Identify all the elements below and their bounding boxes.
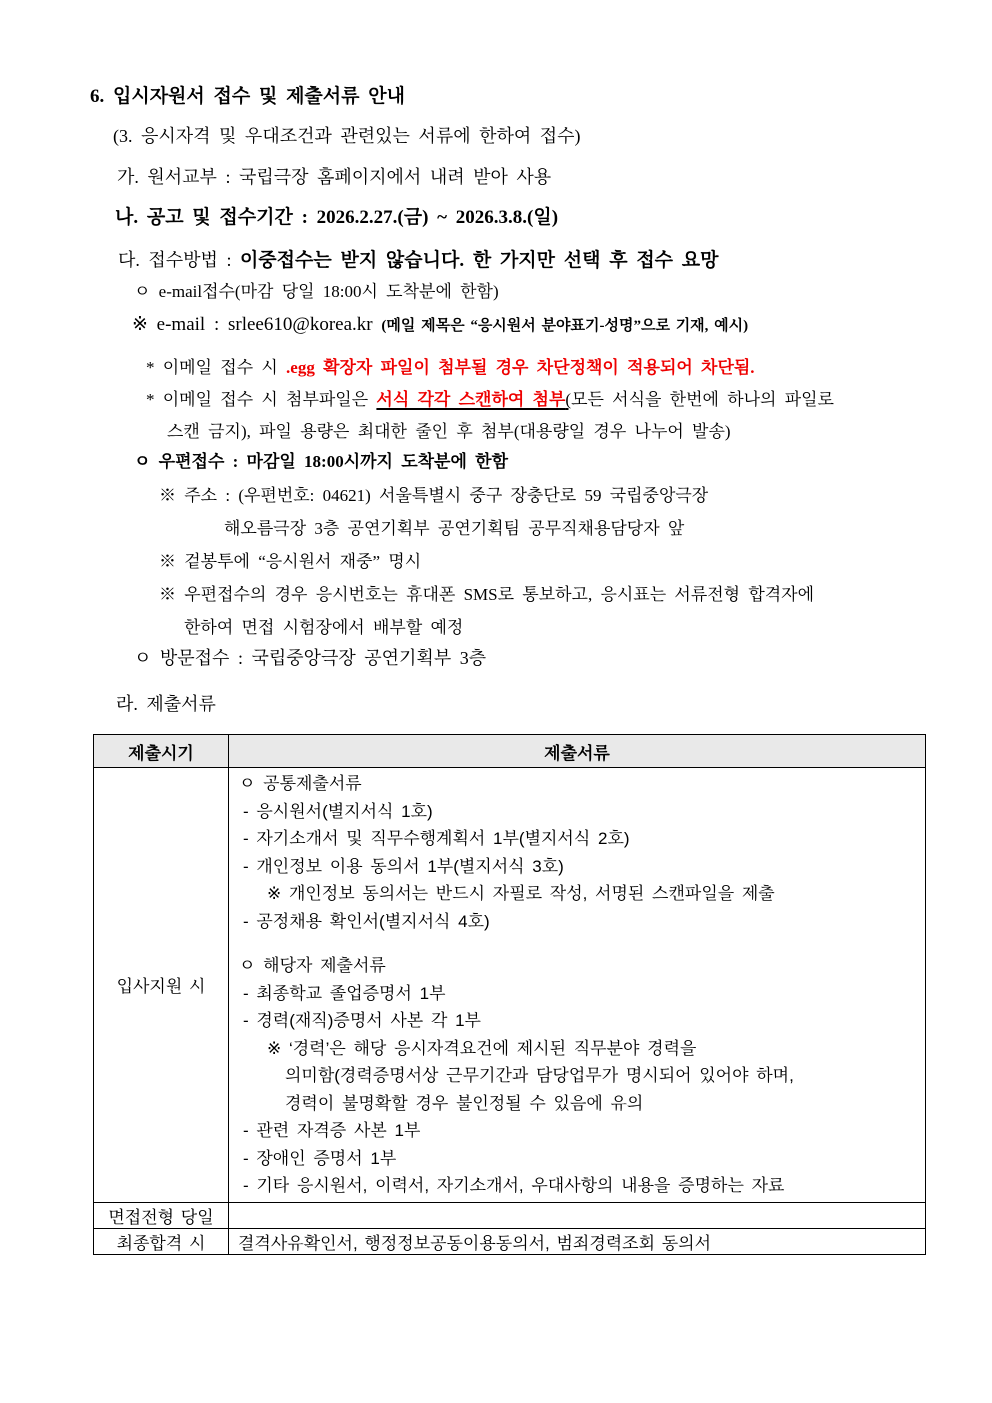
header-cell-docs: 제출서류 — [229, 735, 926, 768]
email-egg-warning-line — [146, 357, 755, 378]
item-da-emphasis: 이중접수는 받지 않습니다. 한 가지만 선택 후 접수 요망 — [239, 250, 719, 271]
doc-line: 의미함(경력증명서상 근무기간과 담당업무가 명시되어 있어야 하며, — [285, 1066, 794, 1085]
doc-line: - 자기소개서 및 직무수행계획서 1부(별지서식 2호) — [243, 829, 630, 848]
email-attachment-rest: 모든 서식을 한번에 하나의 파일로 — [571, 390, 834, 409]
doc-line: - 경력(재직)증명서 사본 각 1부 — [243, 1011, 481, 1030]
doc-line: ※ ‘경력’은 해당 응시자격요건에 제시된 직무분야 경력을 — [267, 1038, 697, 1058]
postal-receive-line: ㅇ 우편접수 : 마감일 18:00시까지 도착분에 한함 — [134, 452, 508, 471]
doc-line: ※ 개인정보 동의서는 반드시 자필로 작성, 서명된 스캔파일을 제출 — [267, 884, 775, 903]
header-cell-when: 제출시기 — [94, 735, 229, 768]
doc-line: ㅇ 해당자 제출서류 — [239, 956, 386, 975]
postal-envelope-note: ※ 겉봉투에 “응시원서 재중” 명시 — [159, 552, 422, 571]
email-egg-warning: .egg 확장자 파일이 첨부될 경우 차단정책이 적용되어 차단됨. — [286, 358, 755, 377]
item-da-application-method — [118, 249, 719, 273]
item-da-prefix: 다. 접수방법 : — [118, 250, 240, 270]
cell-when-final-pass: 최종합격 시 — [94, 1228, 229, 1254]
section-note: (3. 응시자격 및 우대조건과 관련있는 서류에 한하여 접수) — [113, 126, 581, 146]
table-row-on-application — [94, 768, 926, 1203]
email-subject-note: (메일 제목은 “응시원서 분야표기-성명”으로 기재, 예시) — [381, 318, 749, 334]
postal-address-line2: 해오름극장 3층 공연기획부 공연기획팀 공무직채용담당자 앞 — [224, 519, 685, 538]
doc-line: - 기타 응시원서, 이력서, 자기소개서, 우대사항의 내용을 증명하는 자료 — [243, 1176, 785, 1195]
email-attachment-line — [146, 389, 834, 410]
item-ga-form-distribution: 가. 원서교부 : 국립극장 홈페이지에서 내려 받아 사용 — [117, 167, 552, 187]
item-ra-submission-docs: 라. 제출서류 — [116, 694, 216, 714]
postal-sms-note-line1: ※ 우편접수의 경우 응시번호는 휴대폰 SMS로 통보하고, 응시표는 서류전형 합격자에 — [159, 585, 815, 604]
email-receive-line: ㅇ e-mail접수(마감 당일 18:00시 도착분에 한함) — [134, 282, 499, 301]
email-address-line — [132, 313, 748, 337]
doc-line: - 개인정보 이용 동의서 1부(별지서식 3호) — [243, 856, 564, 876]
doc-line: - 최종학교 졸업증명서 1부 — [243, 983, 446, 1003]
section-heading: 6. 입시자원서 접수 및 제출서류 안내 — [90, 86, 405, 107]
cell-when-on-application: 입사지원 시 — [94, 768, 229, 1203]
cell-when-interview-day: 면접전형 당일 — [94, 1202, 229, 1228]
visit-receive-line: ㅇ 방문접수 : 국립중앙극장 공연기획부 3층 — [134, 648, 487, 668]
doc-line: - 장애인 증명서 1부 — [243, 1148, 397, 1168]
item-na-application-period: 나. 공고 및 접수기간 : 2026.2.27.(금) ~ 2026.3.8.(일) — [115, 207, 559, 228]
email-attachment-continuation: 스캔 금지), 파일 용량은 최대한 줄인 후 첨부(대용량일 경우 나누어 발송) — [167, 422, 731, 441]
table-header-row — [94, 735, 926, 768]
postal-sms-note-line2: 한하여 면접 시험장에서 배부할 예정 — [184, 618, 464, 637]
email-attachment-underline — [376, 390, 571, 409]
doc-line-blank — [229, 935, 921, 952]
doc-line: - 응시원서(별지서식 1호) — [243, 801, 433, 821]
submission-docs-table — [93, 734, 926, 1255]
email-attachment-prefix: * 이메일 접수 시 첨부파일은 — [146, 390, 377, 409]
table-row-interview-day — [94, 1202, 926, 1228]
postal-address-line1: ※ 주소 : (우편번호: 04621) 서울특별시 중구 장충단로 59 국립중앙극장 — [159, 486, 709, 505]
email-address: ※ e-mail : srlee610@korea.kr — [132, 314, 382, 335]
doc-line: - 관련 자격증 사본 1부 — [243, 1121, 421, 1140]
cell-docs-final-pass: 결격사유확인서, 행정정보공동이용동의서, 범죄경력조회 동의서 — [229, 1228, 926, 1254]
doc-line: 경력이 불명확할 경우 불인정될 수 있음에 유의 — [285, 1093, 644, 1113]
cell-docs-on-application — [229, 768, 926, 1203]
cell-docs-interview-day — [229, 1202, 926, 1228]
email-attachment-emphasis: 서식 각각 스캔하여 첨부 — [376, 390, 566, 409]
email-attachment-paren: ( — [565, 390, 572, 409]
email-egg-prefix: * 이메일 접수 시 — [146, 358, 287, 377]
doc-line: ㅇ 공통제출서류 — [239, 774, 362, 793]
doc-line: - 공정채용 확인서(별지서식 4호) — [243, 911, 490, 931]
table-row-final-pass — [94, 1228, 926, 1254]
